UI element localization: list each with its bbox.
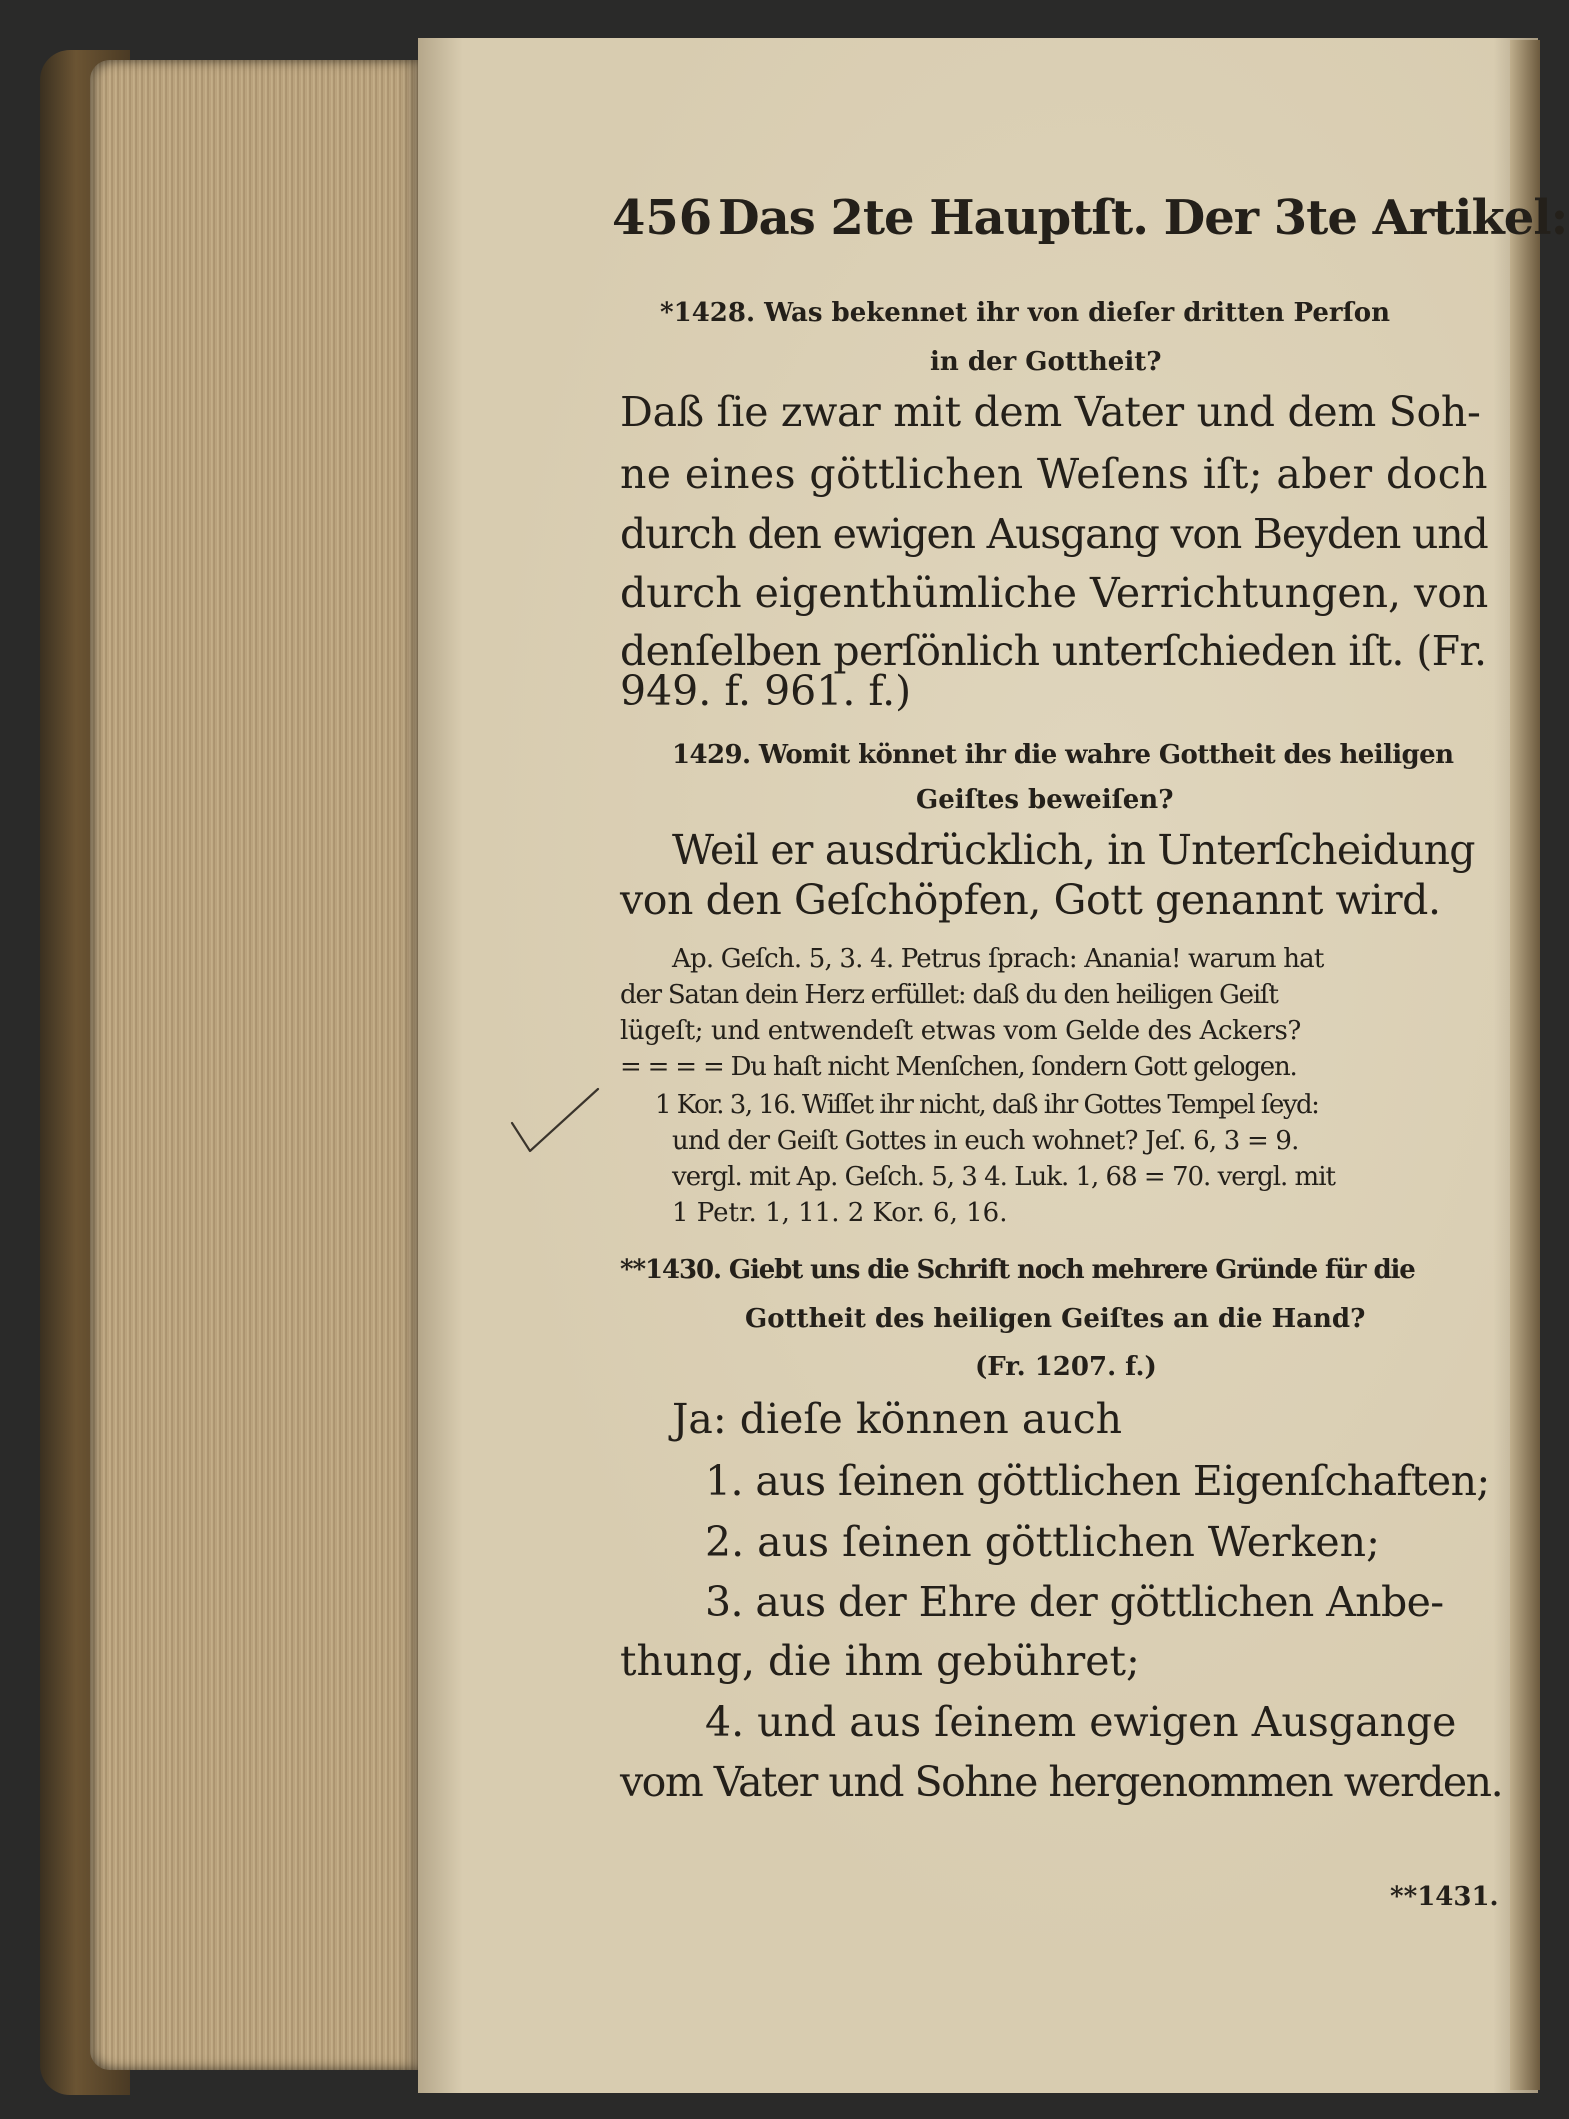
reference-line: 1 Kor. 3, 16. Wiſſet ihr nicht, daß ihr Gottes Tempel ſeyd: [655,1090,1319,1120]
reference-line: und der Geiſt Gottes in euch wohnet? Jeſ. 6, 3 = 9. [672,1126,1299,1156]
answer-1428-line: 949. f. 961. f.) [620,667,912,715]
question-1430-line2: Gottheit des heiligen Geiſtes an die Hand? [745,1304,1366,1334]
book-gutter [1510,40,1540,2090]
reference-line: lügeſt; und entwendeſt etwas vom Gelde des Ackers? [620,1016,1301,1046]
answer-1428-line: durch den ewigen Ausgang von Beyden und [620,510,1488,558]
answer-1430-line: 1. aus ſeinen göttlichen Eigenſchaften; [705,1457,1490,1505]
answer-1428-line: Daß ſie zwar mit dem Vater und dem Soh- [620,388,1481,436]
reference-line: Ap. Geſch. 5, 3. 4. Petrus ſprach: Anania! warum hat [672,944,1324,974]
reference-line: = = = = Du haſt nicht Menſchen, ſondern Gott gelogen. [620,1052,1297,1082]
answer-1430-line: Ja: dieſe können auch [672,1395,1123,1443]
answer-1430-line: vom Vater und Sohne hergenommen werden. [620,1758,1503,1806]
question-1430-line3: (Fr. 1207. f.) [975,1352,1157,1382]
answer-1430-line: 3. aus der Ehre der göttlichen Anbe- [705,1578,1444,1626]
catchword: **1431. [1390,1882,1499,1912]
reference-line: der Satan dein Herz erfüllet: daß du den heiligen Geiſt [620,980,1278,1010]
answer-1428-line: denſelben perſönlich unterſchieden iſt. (Fr. [620,627,1487,675]
answer-1429-line: Weil er ausdrücklich, in Unterſcheidung [672,826,1475,874]
handwritten-checkmark [510,1085,600,1155]
question-1430-line1: **1430. Giebt uns die Schrift noch mehrere Gründe für die [620,1255,1415,1285]
answer-1430-line: 2. aus ſeinen göttlichen Werken; [705,1518,1380,1566]
answer-1430-line: 4. und aus ſeinem ewigen Ausgange [705,1698,1457,1746]
question-1428-line2: in der Gottheit? [930,347,1162,377]
page-stack-edge [90,60,420,2070]
answer-1428-line: ne eines göttlichen Weſens iſt; aber doch [620,450,1488,498]
answer-1428-line: durch eigenthümliche Verrichtungen, von [620,569,1489,617]
answer-1430-line: thung, die ihm gebühret; [620,1637,1140,1685]
running-title: Das 2te Hauptſt. Der 3te Artikel: [718,190,1568,246]
reference-line: vergl. mit Ap. Geſch. 5, 3 4. Luk. 1, 68 = 70. vergl. mit [672,1162,1335,1192]
reference-line: 1 Petr. 1, 11. 2 Kor. 6, 16. [672,1198,1008,1228]
question-1428-line1: *1428. Was bekennet ihr von dieſer dritten Perſon [660,298,1391,328]
question-1429-line1: 1429. Womit könnet ihr die wahre Gottheit des heiligen [672,740,1454,770]
answer-1429-line: von den Geſchöpfen, Gott genannt wird. [620,876,1441,924]
page-number: 456 [612,190,713,246]
question-1429-line2: Geiſtes beweiſen? [916,785,1174,815]
